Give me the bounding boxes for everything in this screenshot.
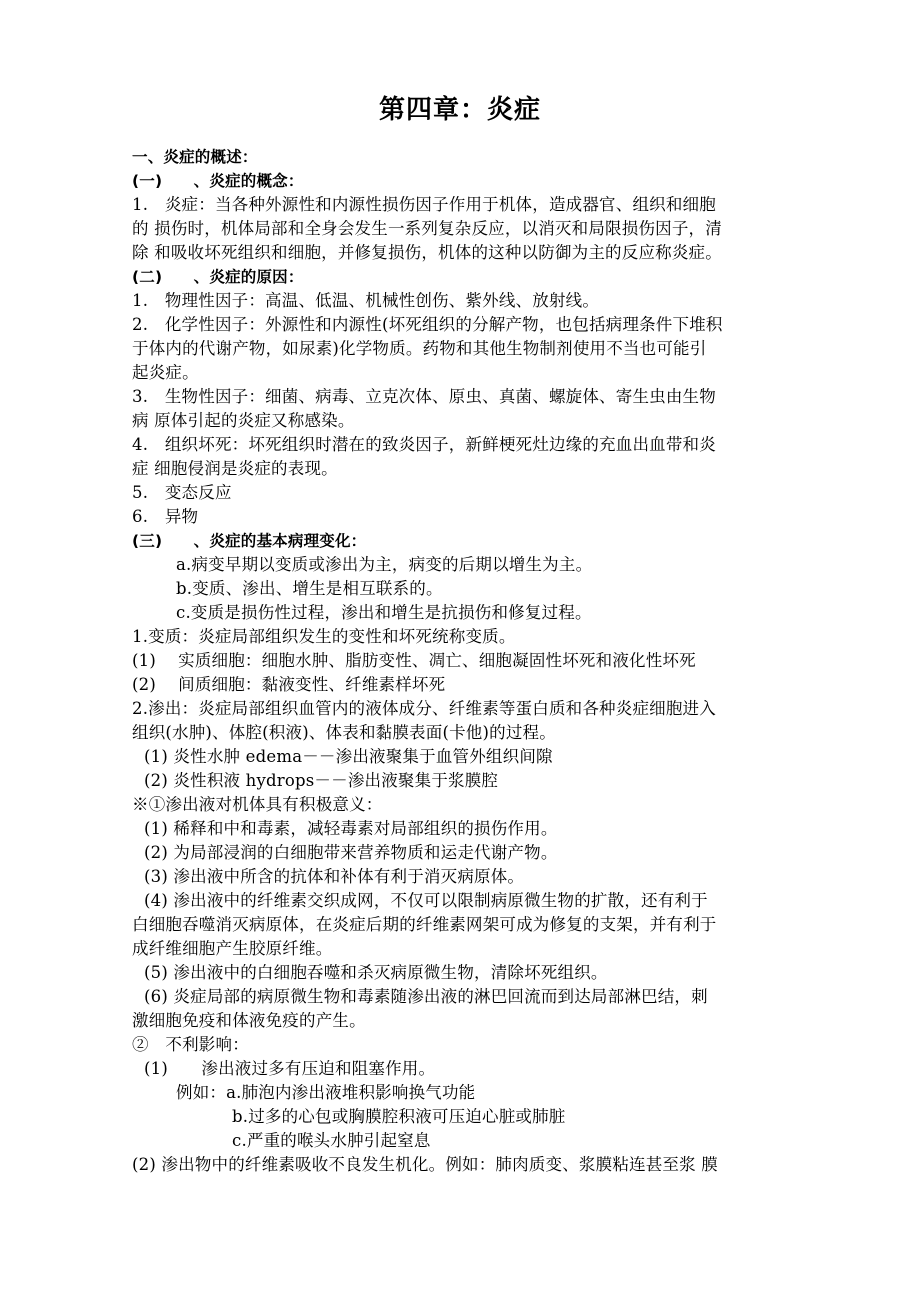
list-item: 例如：a.肺泡内渗出液堆积影响换气功能 <box>176 1083 476 1102</box>
list-item: (1) 渗出液过多有压迫和阻塞作用。 <box>144 1059 436 1078</box>
body-line: 2. 化学性因子：外源性和内源性(坏死组织的分解产物，也包括病理条件下堆积 <box>132 315 723 334</box>
body-line: 的 损伤时，机体局部和全身会发生一系列复杂反应，以消灭和局限损伤因子，清 <box>132 219 722 238</box>
body-line: (2) 间质细胞：黏液变性、纤维素样坏死 <box>132 675 446 694</box>
section-heading: 一、炎症的概述： <box>132 148 258 166</box>
body-line: 1.变质：炎症局部组织发生的变性和坏死统称变质。 <box>132 627 516 646</box>
subsection-heading: (三) 、炎症的基本病理变化： <box>132 532 367 550</box>
body-line: 激细胞免疫和体液免疫的产生。 <box>132 1011 366 1030</box>
list-item: c.变质是损伤性过程，渗出和增生是抗损伤和修复过程。 <box>176 603 592 622</box>
list-item: (3) 渗出液中所含的抗体和补体有利于消灭病原体。 <box>144 867 525 886</box>
body-line: (2) 渗出物中的纤维素吸收不良发生机化。例如：肺肉质变、浆膜粘连甚至浆 膜 <box>132 1155 718 1174</box>
list-item: (2) 为局部浸润的白细胞带来营养物质和运走代谢产物。 <box>144 843 558 862</box>
list-item: b.变质、渗出、增生是相互联系的。 <box>176 579 443 598</box>
list-item: (2) 炎性积液 hydrops－－渗出液聚集于浆膜腔 <box>144 771 499 790</box>
body-line: 2.渗出：炎症局部组织血管内的液体成分、纤维素等蛋白质和各种炎症细胞进入 <box>132 699 716 718</box>
list-item: a.病变早期以变质或渗出为主，病变的后期以增生为主。 <box>176 555 593 574</box>
body-line: ※①渗出液对机体具有积极意义： <box>132 795 383 814</box>
list-item: c.严重的喉头水肿引起窒息 <box>232 1131 431 1150</box>
list-item: (6) 炎症局部的病原微生物和毒素随渗出液的淋巴回流而到达局部淋巴结，刺 <box>144 987 708 1006</box>
body-line: 4. 组织坏死：坏死组织时潜在的致炎因子，新鲜梗死灶边缘的充血出血带和炎 <box>132 435 716 454</box>
body-line: 症 细胞侵润是炎症的表现。 <box>132 459 338 478</box>
subsection-heading: (一) 、炎症的概念： <box>132 172 304 190</box>
list-item: b.过多的心包或胸膜腔积液可压迫心脏或肺脏 <box>232 1107 566 1126</box>
body-line: 组织(水肿)、体腔(积液)、体表和黏膜表面(卡他)的过程。 <box>132 723 556 742</box>
body-line: 成纤维细胞产生胶原纤维。 <box>132 939 333 958</box>
body-line: 起炎症。 <box>132 363 199 382</box>
body-line: (1) 实质细胞：细胞水肿、脂肪变性、凋亡、细胞凝固性坏死和液化性坏死 <box>132 651 696 670</box>
page-title: 第四章：炎症 <box>378 95 541 125</box>
list-item: (1) 稀释和中和毒素，减轻毒素对局部组织的损伤作用。 <box>144 819 558 838</box>
body-line: 于体内的代谢产物，如尿素)化学物质。药物和其他生物制剂使用不当也可能引 <box>132 339 707 358</box>
body-line: 5. 变态反应 <box>132 483 232 502</box>
list-item: (5) 渗出液中的白细胞吞噬和杀灭病原微生物，清除坏死组织。 <box>144 963 608 982</box>
list-item: (4) 渗出液中的纤维素交织成网，不仅可以限制病原微生物的扩散，还有利于 <box>144 891 708 910</box>
subsection-heading: (二) 、炎症的原因： <box>132 268 304 286</box>
body-line: 1. 炎症：当各种外源性和内源性损伤因子作用于机体，造成器官、组织和细胞 <box>132 195 716 214</box>
body-line: 除 和吸收坏死组织和细胞，并修复损伤，机体的这种以防御为主的反应称炎症。 <box>132 243 722 262</box>
body-line: 白细胞吞噬消灭病原体，在炎症后期的纤维素网架可成为修复的支架，并有利于 <box>132 915 717 934</box>
body-line: 6. 异物 <box>132 507 199 526</box>
body-line: 3. 生物性因子：细菌、病毒、立克次体、原虫、真菌、螺旋体、寄生虫由生物 <box>132 387 716 406</box>
body-line: 病 原体引起的炎症又称感染。 <box>132 411 355 430</box>
body-line: 1. 物理性因子：高温、低温、机械性创伤、紫外线、放射线。 <box>132 291 600 310</box>
list-item: (1) 炎性水肿 edema－－渗出液聚集于血管外组织间隙 <box>144 747 553 766</box>
body-line: ② 不利影响： <box>132 1035 249 1054</box>
